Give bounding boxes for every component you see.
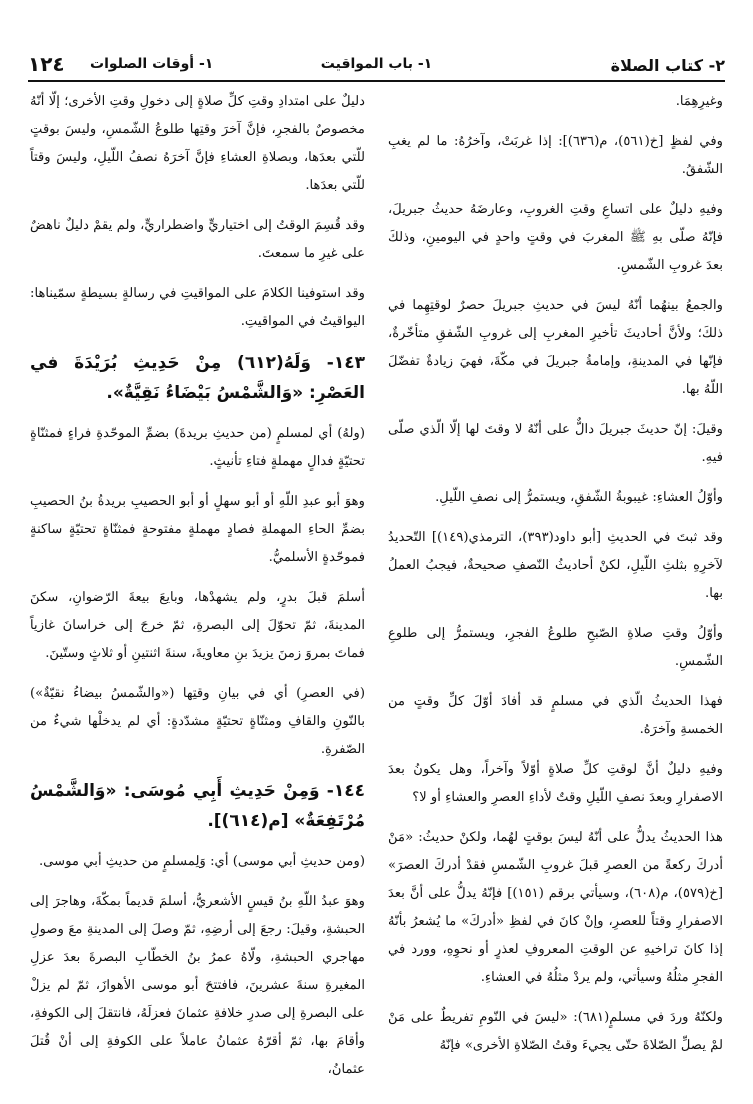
hadith-heading-144: ١٤٤- وَمِنْ حَدِيثِ أَبِي مُوسَى: «وَالشَّمْسُ مُرْتَفِعَةٌ» [م(٦١٤)]. [30, 781, 365, 831]
paragraph: والجمعُ بينهُما أنّهُ ليسَ في حديثِ جبريلَ حصرٌ لوقتِهِما في ذلكَ؛ ولأنَّ أحاديثَ تأخيرِ المغربِ إلى غروبِ الشّفقِ متأخّرةٌ، فإنّها في المدينةِ، وإمامةُ جبريلَ في مكّةَ، فهيَ زيادةٌ تفضّلَ اللّهُ بها. [388, 298, 723, 397]
paragraph: وهوَ أبو عبدِ اللّهِ أو أبو سهلٍ أو أبو الحصيبِ بريدةُ بنُ الحصيبِ بضمِّ الحاءِ المهملةِ فصادٍ مهملةٍ مفتوحةٍ فمثنّاةٍ تحتيّةٍ ساكنةٍ فموحّدةٍ الأسلميُّ. [30, 494, 365, 565]
right-column [388, 88, 723, 1072]
paragraph: فهذا الحديثُ الّذي في مسلمٍ قد أفادَ أوّلَ كلِّ وقتٍ من الخمسةِ وآخرَهُ. [388, 694, 723, 737]
page-number: ١٢٤ [28, 52, 65, 76]
paragraph: هذا الحديثُ يدلُّ على أنّهُ ليسَ بوقتٍ لهُما، ولكنْ حديثُ: «مَنْ أدركَ ركعةً من العصرِ قبلَ غروبِ الشّمسِ فقدْ أدركَ العصرَ» [خ(٥٧٩)، م(٦٠٨)، وسيأتي برقم (١٥١)] فإنّهُ يدلُّ على أنَّ بعدَ الاصفرارِ وقتاً للعصرِ، وإنْ كانَ في لفظِ «أدركَ» ما يُشعرُ بأنّهُ إذا كانَ تراخيهِ عن الوقتِ المعروفِ لعذرٍ أو نحوِهِ، وورد في الفجرِ مثلُهُ وسيأتي، ولم يردْ مثلُهُ في العشاءِ. [388, 830, 724, 985]
paragraph: وأوّلُ العشاءِ: غيبوبةُ الشّفقِ، ويستمرُّ إلى نصفِ اللّيلِ. [435, 490, 723, 505]
paragraph: وقيلَ: إنّ حديثَ جبريلَ دالٌّ على أنّهُ لا وقتَ لها إلّا الّذي صلّى فيهِ. [388, 422, 723, 465]
paragraph: وغيرِهِمَا. [675, 94, 723, 109]
book-title: ٢- كتاب الصلاة [610, 56, 725, 75]
paragraph: (في العصرِ) أي في بيانِ وقتِها («والشّمسُ بيضاءُ نقيّةٌ») بالنّونِ والقافِ ومثنّاةٍ تحتيّةٍ مشدّدةٍ: أي لم يدخلْها شيءٌ من الصّفرةِ. [30, 686, 365, 757]
paragraph: وهوَ عبدُ اللّهِ بنُ قيسٍ الأشعريُّ، أسلمَ قديماً بمكّةَ، وهاجرَ إلى الحبشةِ، وقيلَ: رجعَ إلى أرضِهِ، ثمّ وصلَ إلى المدينةِ معَ وصولِ مهاجري الحبشةِ، ولّاهُ عمرُ بنُ الخطّابِ البصرةَ بعدَ عزلِ المغيرةِ سنةَ عشرينَ، فافتتحَ أبو موسى الأهوازَ، ثمّ لم يزلْ على البصرةِ إلى صدرِ خلافةِ عثمانَ فعزلَهُ، فانتقلَ إلى الكوفةِ، وأقامَ بها، ثمّ أقرّهُ عثمانُ عاملاً على الكوفةِ إلى أنْ قُتلَ عثمانُ، [30, 894, 365, 1077]
paragraph: (ومن حديثِ أبي موسى) أي: وَلِمسلمٍ من حديثِ أبي موسى. [38, 854, 365, 869]
paragraph: ولكنّهُ وردَ في مسلمٍ(٦٨١): «ليسَ في النّومِ تفريطٌ على مَنْ لمْ يصلِّ الصّلاةَ حتّى يجيءَ وقتُ الصّلاةِ الأخرى» فإنّهُ [388, 1010, 723, 1053]
paragraph: وفيهِ دليلٌ على اتساعِ وقتِ الغروبِ، وعارضَهُ حديثُ جبريلَ، فإنّهُ صلّى بهِ ﷺ المغربَ في وقتٍ واحدٍ في اليومينِ، وذلكَ بعدَ غروبِ الشّمسِ. [388, 202, 723, 273]
paragraph: وأوّلُ وقتِ صلاةِ الصّبحِ طلوعُ الفجرِ، ويستمرُّ إلى طلوعِ الشّمسِ. [388, 626, 723, 669]
paragraph: دليلٌ على امتدادِ وقتِ كلِّ صلاةٍ إلى دخولِ وقتِ الأخرى؛ إلّا أنّهُ مخصوصٌ بالفجرِ، فإنَّ آخرَ وقتِها طلوعُ الشّمسِ، وليسَ بوقتٍ للّتي بعدَها، وبصلاةِ العشاءِ فإنَّ آخرَهُ نصفُ اللّيلِ، وليسَ وقتاً للّتي بعدَها. [30, 94, 365, 193]
paragraph: وقد ثبتَ في الحديثِ [أبو داود(٣٩٣)، الترمذي(١٤٩)] التّحديدُ لآخرِهِ بثلثِ اللّيلِ، لكنْ أحاديثُ النّصفِ صحيحةٌ، فيجبُ العملُ بها. [388, 530, 724, 601]
hadith-heading-143: ١٤٣- وَلَهُ(٦١٢) مِنْ حَدِيثِ بُرَيْدَةَ في العَصْرِ: «وَالشَّمْسُ بَيْضَاءُ نَقِيَّةٌ». [30, 353, 365, 403]
chapter-title: ١- باب المواقيت [320, 56, 433, 72]
paragraph: أسلمَ قبلَ بدرٍ، ولم يشهدْها، وبايعَ بيعةَ الرّضوانِ، سكنَ المدينةَ، ثمّ تحوّلَ إلى البصرةِ، ثمّ خرجَ إلى خراسانَ غازياً فماتَ بمروَ زمنَ يزيدَ بنِ معاويةَ، سنةَ اثنتينِ أو ثلاثٍ وستّينَ. [30, 590, 365, 661]
paragraph: وقد استوفينا الكلامَ على المواقيتِ في رسالةٍ بسيطةٍ سمّيناها: اليواقيتُ في المواقيتِ. [30, 286, 365, 329]
page-header [28, 54, 725, 82]
paragraph: وقد قُسِمَ الوقتُ إلى اختياريٍّ واضطراريٍّ، ولم يقمْ دليلٌ ناهضٌ على غيرِ ما سمعتَ. [30, 218, 365, 261]
paragraph: وفي لفظٍ [خ(٥٦١)، م(٦٣٦)]: إذا غربَتْ، وآخرُهُ: ما لم يغبِ الشّفقُ. [388, 134, 724, 177]
paragraph: (ولهُ) أي لمسلمٍ (من حديثِ بريدةَ) بضمِّ الموحّدةِ فراءٍ فمثنّاةٍ تحتيّةٍ فدالٍ مهملةٍ فتاءِ تأنيثٍ. [30, 426, 365, 469]
paragraph: وفيهِ دليلٌ أنَّ لوقتِ كلِّ صلاةٍ أوّلاً وآخراً، وهل يكونُ بعدَ الاصفرارِ وبعدَ نصفِ اللّيلِ وقتٌ لأداءِ العصرِ والعشاءِ أو لا؟ [388, 762, 723, 805]
left-column [30, 88, 365, 1096]
section-title: ١- أوقات الصلوات [90, 56, 214, 72]
